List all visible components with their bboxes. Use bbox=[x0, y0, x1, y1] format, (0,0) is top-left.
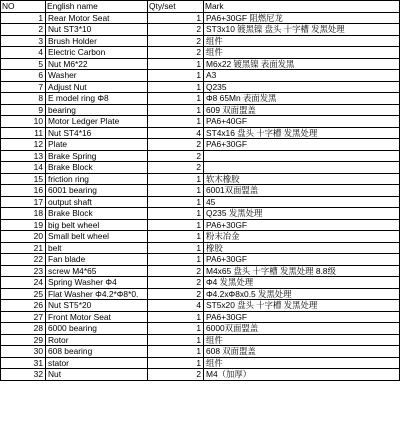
cell-english-name: 6000 bearing bbox=[46, 323, 148, 335]
cell-no: 1 bbox=[1, 12, 46, 24]
table-row bbox=[1, 173, 400, 185]
cell-mark: M4x65 盘头 十字槽 发黑处理 8.8级 bbox=[204, 265, 400, 277]
cell-mark: M4（加厚） bbox=[204, 369, 400, 381]
table-row bbox=[1, 93, 400, 105]
cell-qty: 1 bbox=[148, 219, 204, 231]
header-no: NO bbox=[1, 1, 46, 13]
cell-qty: 1 bbox=[148, 81, 204, 93]
cell-qty: 1 bbox=[148, 58, 204, 70]
cell-mark bbox=[204, 150, 400, 162]
table-row bbox=[1, 47, 400, 59]
cell-qty: 1 bbox=[148, 231, 204, 243]
cell-mark: ST5x20 盘头 十字槽 发黑处理 bbox=[204, 300, 400, 312]
cell-english-name: 6001 bearing bbox=[46, 185, 148, 197]
cell-english-name: Electric Carbon bbox=[46, 47, 148, 59]
table-row bbox=[1, 311, 400, 323]
cell-qty: 1 bbox=[148, 70, 204, 82]
cell-english-name: Nut ST3*10 bbox=[46, 24, 148, 36]
cell-english-name: Spring Washer Φ4 bbox=[46, 277, 148, 289]
cell-mark bbox=[204, 162, 400, 174]
table-row bbox=[1, 369, 400, 381]
table-row bbox=[1, 300, 400, 312]
table-row bbox=[1, 196, 400, 208]
cell-no: 24 bbox=[1, 277, 46, 289]
cell-mark: Φ4 发黑处理 bbox=[204, 277, 400, 289]
cell-english-name: Small belt wheel bbox=[46, 231, 148, 243]
header-qty: Qty/set bbox=[148, 1, 204, 13]
cell-english-name: screw M4*65 bbox=[46, 265, 148, 277]
cell-english-name: Nut bbox=[46, 369, 148, 381]
cell-english-name: Rotor bbox=[46, 334, 148, 346]
table-row bbox=[1, 58, 400, 70]
cell-english-name: Brake Block bbox=[46, 162, 148, 174]
cell-qty: 2 bbox=[148, 162, 204, 174]
cell-mark: 45 bbox=[204, 196, 400, 208]
cell-english-name: Brake Block bbox=[46, 208, 148, 220]
cell-english-name: Motor Ledger Plate bbox=[46, 116, 148, 128]
cell-mark: 609 双面盟盖 bbox=[204, 104, 400, 116]
cell-mark: 软木橡胶 bbox=[204, 173, 400, 185]
table-row bbox=[1, 185, 400, 197]
table-row bbox=[1, 346, 400, 358]
cell-english-name: Rear Motor Seat bbox=[46, 12, 148, 24]
cell-mark: 粉末冶金 bbox=[204, 231, 400, 243]
cell-no: 15 bbox=[1, 173, 46, 185]
cell-english-name: Flat Washer Φ4.2*Φ8*0. bbox=[46, 288, 148, 300]
cell-no: 16 bbox=[1, 185, 46, 197]
cell-no: 2 bbox=[1, 24, 46, 36]
table-row bbox=[1, 288, 400, 300]
cell-qty: 4 bbox=[148, 300, 204, 312]
table-row bbox=[1, 208, 400, 220]
cell-no: 20 bbox=[1, 231, 46, 243]
table-row bbox=[1, 277, 400, 289]
table-row bbox=[1, 12, 400, 24]
cell-no: 26 bbox=[1, 300, 46, 312]
table-row bbox=[1, 334, 400, 346]
cell-mark: M6x22 镀黑镍 表面发黑 bbox=[204, 58, 400, 70]
table-row bbox=[1, 219, 400, 231]
cell-qty: 2 bbox=[148, 288, 204, 300]
table-row bbox=[1, 150, 400, 162]
cell-english-name: Plate bbox=[46, 139, 148, 151]
cell-qty: 2 bbox=[148, 150, 204, 162]
table-row bbox=[1, 139, 400, 151]
cell-english-name: Front Motor Seat bbox=[46, 311, 148, 323]
table-row bbox=[1, 35, 400, 47]
cell-mark: 组件 bbox=[204, 35, 400, 47]
cell-qty: 1 bbox=[148, 242, 204, 254]
cell-english-name: output shaft bbox=[46, 196, 148, 208]
cell-qty: 2 bbox=[148, 369, 204, 381]
cell-mark: 组件 bbox=[204, 357, 400, 369]
cell-english-name: Brush Holder bbox=[46, 35, 148, 47]
table-row bbox=[1, 323, 400, 335]
cell-no: 17 bbox=[1, 196, 46, 208]
cell-mark: Φ4.2xΦ8x0.5 发黑处理 bbox=[204, 288, 400, 300]
cell-english-name: 608 bearing bbox=[46, 346, 148, 358]
cell-mark: Q235 发黑处理 bbox=[204, 208, 400, 220]
cell-english-name: Nut M6*22 bbox=[46, 58, 148, 70]
table-row bbox=[1, 81, 400, 93]
cell-no: 22 bbox=[1, 254, 46, 266]
cell-no: 23 bbox=[1, 265, 46, 277]
cell-mark: 6001双面盟盖 bbox=[204, 185, 400, 197]
table-row bbox=[1, 24, 400, 36]
table-row bbox=[1, 242, 400, 254]
cell-no: 13 bbox=[1, 150, 46, 162]
header-row bbox=[1, 1, 400, 13]
cell-mark: 608 双面盟盖 bbox=[204, 346, 400, 358]
cell-mark: PA6+30GF 阻燃尼龙 bbox=[204, 12, 400, 24]
cell-english-name: E model ring Φ8 bbox=[46, 93, 148, 105]
cell-english-name: Washer bbox=[46, 70, 148, 82]
cell-qty: 1 bbox=[148, 104, 204, 116]
table-row bbox=[1, 104, 400, 116]
cell-qty: 1 bbox=[148, 311, 204, 323]
table-row bbox=[1, 231, 400, 243]
cell-qty: 1 bbox=[148, 323, 204, 335]
table-row bbox=[1, 162, 400, 174]
cell-no: 25 bbox=[1, 288, 46, 300]
cell-mark: A3 bbox=[204, 70, 400, 82]
cell-english-name: bearing bbox=[46, 104, 148, 116]
cell-no: 21 bbox=[1, 242, 46, 254]
cell-english-name: Brake Spring bbox=[46, 150, 148, 162]
cell-no: 19 bbox=[1, 219, 46, 231]
cell-qty: 1 bbox=[148, 93, 204, 105]
cell-qty: 1 bbox=[148, 196, 204, 208]
cell-qty: 2 bbox=[148, 24, 204, 36]
cell-english-name: belt bbox=[46, 242, 148, 254]
cell-qty: 1 bbox=[148, 357, 204, 369]
cell-no: 14 bbox=[1, 162, 46, 174]
table-row bbox=[1, 265, 400, 277]
table-row bbox=[1, 357, 400, 369]
cell-qty: 1 bbox=[148, 334, 204, 346]
cell-qty: 2 bbox=[148, 35, 204, 47]
cell-mark: 组件 bbox=[204, 334, 400, 346]
cell-no: 10 bbox=[1, 116, 46, 128]
cell-no: 6 bbox=[1, 70, 46, 82]
cell-qty: 4 bbox=[148, 127, 204, 139]
header-mark: Mark bbox=[204, 1, 400, 13]
cell-qty: 1 bbox=[148, 208, 204, 220]
cell-qty: 2 bbox=[148, 265, 204, 277]
cell-qty: 2 bbox=[148, 277, 204, 289]
cell-qty: 2 bbox=[148, 47, 204, 59]
cell-qty: 1 bbox=[148, 254, 204, 266]
cell-mark: ST4x16 盘头 十字槽 发黑处理 bbox=[204, 127, 400, 139]
cell-no: 12 bbox=[1, 139, 46, 151]
cell-no: 27 bbox=[1, 311, 46, 323]
cell-mark: PA6+30GF bbox=[204, 311, 400, 323]
cell-mark: ST3x10 镀黑镍 盘头 十字槽 发黑处理 bbox=[204, 24, 400, 36]
cell-no: 18 bbox=[1, 208, 46, 220]
cell-mark: PA6+30GF bbox=[204, 254, 400, 266]
cell-no: 32 bbox=[1, 369, 46, 381]
cell-qty: 1 bbox=[148, 173, 204, 185]
cell-mark: 6000双面盟盖 bbox=[204, 323, 400, 335]
cell-qty: 1 bbox=[148, 185, 204, 197]
cell-qty: 1 bbox=[148, 116, 204, 128]
cell-english-name: Nut ST4*16 bbox=[46, 127, 148, 139]
table-row bbox=[1, 127, 400, 139]
cell-mark: 组件 bbox=[204, 47, 400, 59]
cell-no: 9 bbox=[1, 104, 46, 116]
cell-qty: 1 bbox=[148, 346, 204, 358]
cell-mark: Φ8 65Mn 表面发黑 bbox=[204, 93, 400, 105]
cell-no: 8 bbox=[1, 93, 46, 105]
cell-no: 28 bbox=[1, 323, 46, 335]
cell-qty: 2 bbox=[148, 139, 204, 151]
cell-no: 29 bbox=[1, 334, 46, 346]
cell-mark: PA6+30GF bbox=[204, 219, 400, 231]
cell-mark: 橡胶 bbox=[204, 242, 400, 254]
cell-mark: PA6+40GF bbox=[204, 116, 400, 128]
cell-english-name: stator bbox=[46, 357, 148, 369]
table-row bbox=[1, 70, 400, 82]
table-row bbox=[1, 254, 400, 266]
cell-english-name: big belt wheel bbox=[46, 219, 148, 231]
parts-rows bbox=[1, 12, 400, 380]
cell-english-name: Nut ST5*20 bbox=[46, 300, 148, 312]
cell-no: 7 bbox=[1, 81, 46, 93]
cell-no: 3 bbox=[1, 35, 46, 47]
cell-english-name: Fan blade bbox=[46, 254, 148, 266]
cell-mark: PA6+30GF bbox=[204, 139, 400, 151]
header-english-name: English name bbox=[46, 1, 148, 13]
cell-english-name: Adjust Nut bbox=[46, 81, 148, 93]
cell-no: 31 bbox=[1, 357, 46, 369]
cell-qty: 1 bbox=[148, 12, 204, 24]
cell-no: 30 bbox=[1, 346, 46, 358]
cell-no: 5 bbox=[1, 58, 46, 70]
cell-no: 11 bbox=[1, 127, 46, 139]
table-row bbox=[1, 116, 400, 128]
cell-english-name: friction ring bbox=[46, 173, 148, 185]
cell-no: 4 bbox=[1, 47, 46, 59]
cell-mark: Q235 bbox=[204, 81, 400, 93]
